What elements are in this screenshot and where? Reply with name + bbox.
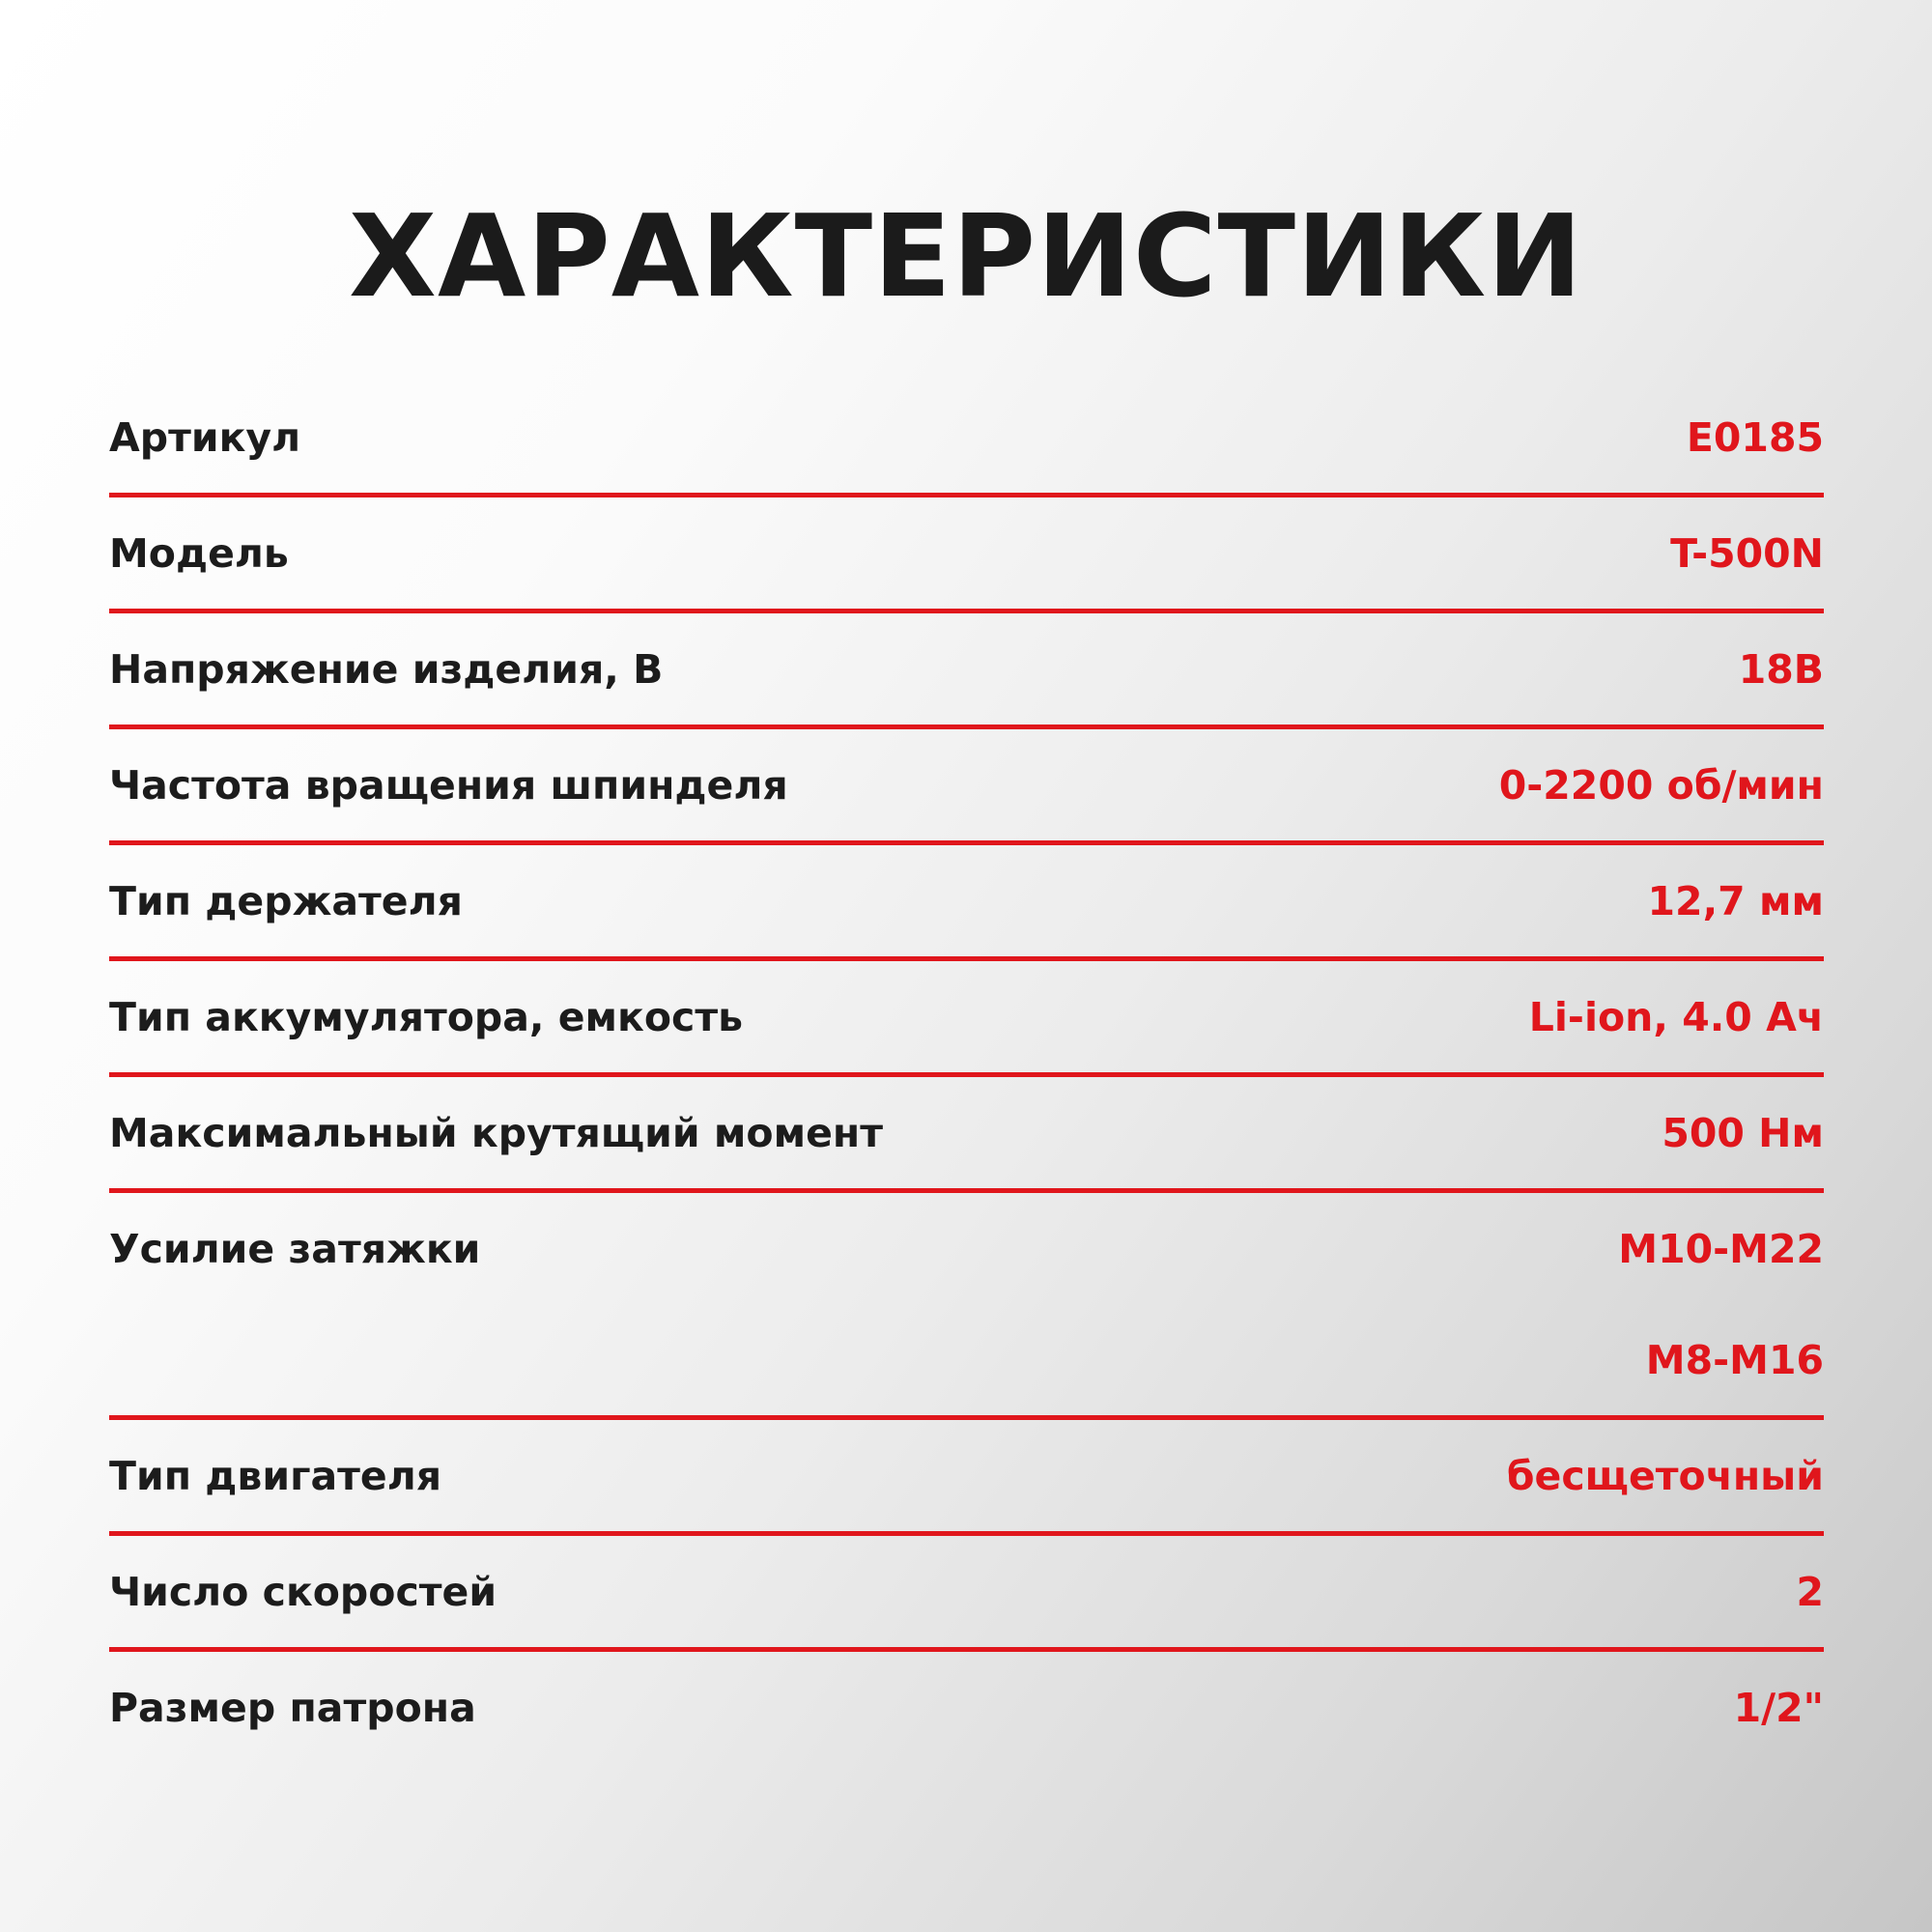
spec-label: Тип двигателя (109, 1452, 442, 1499)
spec-row-line (109, 497, 1824, 609)
spec-row-line (109, 613, 1824, 724)
spec-row-line (109, 961, 1824, 1072)
spec-row-line (109, 1420, 1824, 1531)
spec-value: 0-2200 об/мин (1498, 761, 1824, 809)
spec-row (109, 1420, 1824, 1531)
spec-row-line (109, 845, 1824, 956)
spec-row-line (109, 1077, 1824, 1188)
spec-label: Число скоростей (109, 1568, 497, 1615)
spec-row (109, 1193, 1824, 1415)
spec-row-line (109, 1652, 1824, 1763)
spec-label: Тип держателя (109, 877, 463, 924)
spec-value: 1/2" (1733, 1684, 1824, 1731)
spec-label: Напряжение изделия, В (109, 645, 664, 693)
spec-row (109, 729, 1824, 840)
spec-label: Модель (109, 529, 289, 577)
spec-row (109, 613, 1824, 724)
spec-row (109, 845, 1824, 956)
spec-value: 500 Нм (1662, 1109, 1824, 1156)
spec-label: Максимальный крутящий момент (109, 1109, 884, 1156)
page-title: ХАРАКТЕРИСТИКИ (349, 189, 1583, 323)
spec-value: E0185 (1686, 413, 1824, 461)
spec-row-line (109, 1193, 1824, 1304)
spec-row (109, 961, 1824, 1072)
spec-row (109, 497, 1824, 609)
spec-row-line (109, 382, 1824, 493)
spec-label: Тип аккумулятора, емкость (109, 993, 744, 1040)
spec-row (109, 1652, 1824, 1763)
spec-value: M8-M16 (1645, 1336, 1824, 1383)
spec-value: 2 (1796, 1568, 1824, 1615)
spec-value: бесщеточный (1506, 1452, 1824, 1499)
spec-row (109, 1536, 1824, 1647)
spec-label: Размер патрона (109, 1684, 476, 1731)
spec-row-line (109, 1536, 1824, 1647)
spec-value: 12,7 мм (1647, 877, 1824, 924)
spec-row (109, 382, 1824, 493)
spec-row-line (109, 729, 1824, 840)
spec-value: Li-ion, 4.0 Ач (1528, 993, 1824, 1040)
spec-label: Усилие затяжки (109, 1225, 481, 1272)
spec-label: Артикул (109, 413, 301, 461)
spec-value: T-500N (1670, 529, 1824, 577)
spec-row-line (109, 1304, 1824, 1415)
spec-value: M10-M22 (1618, 1225, 1824, 1272)
spec-label: Частота вращения шпинделя (109, 761, 788, 809)
spec-table (109, 382, 1824, 1763)
spec-row (109, 1077, 1824, 1188)
spec-value: 18В (1738, 645, 1824, 693)
